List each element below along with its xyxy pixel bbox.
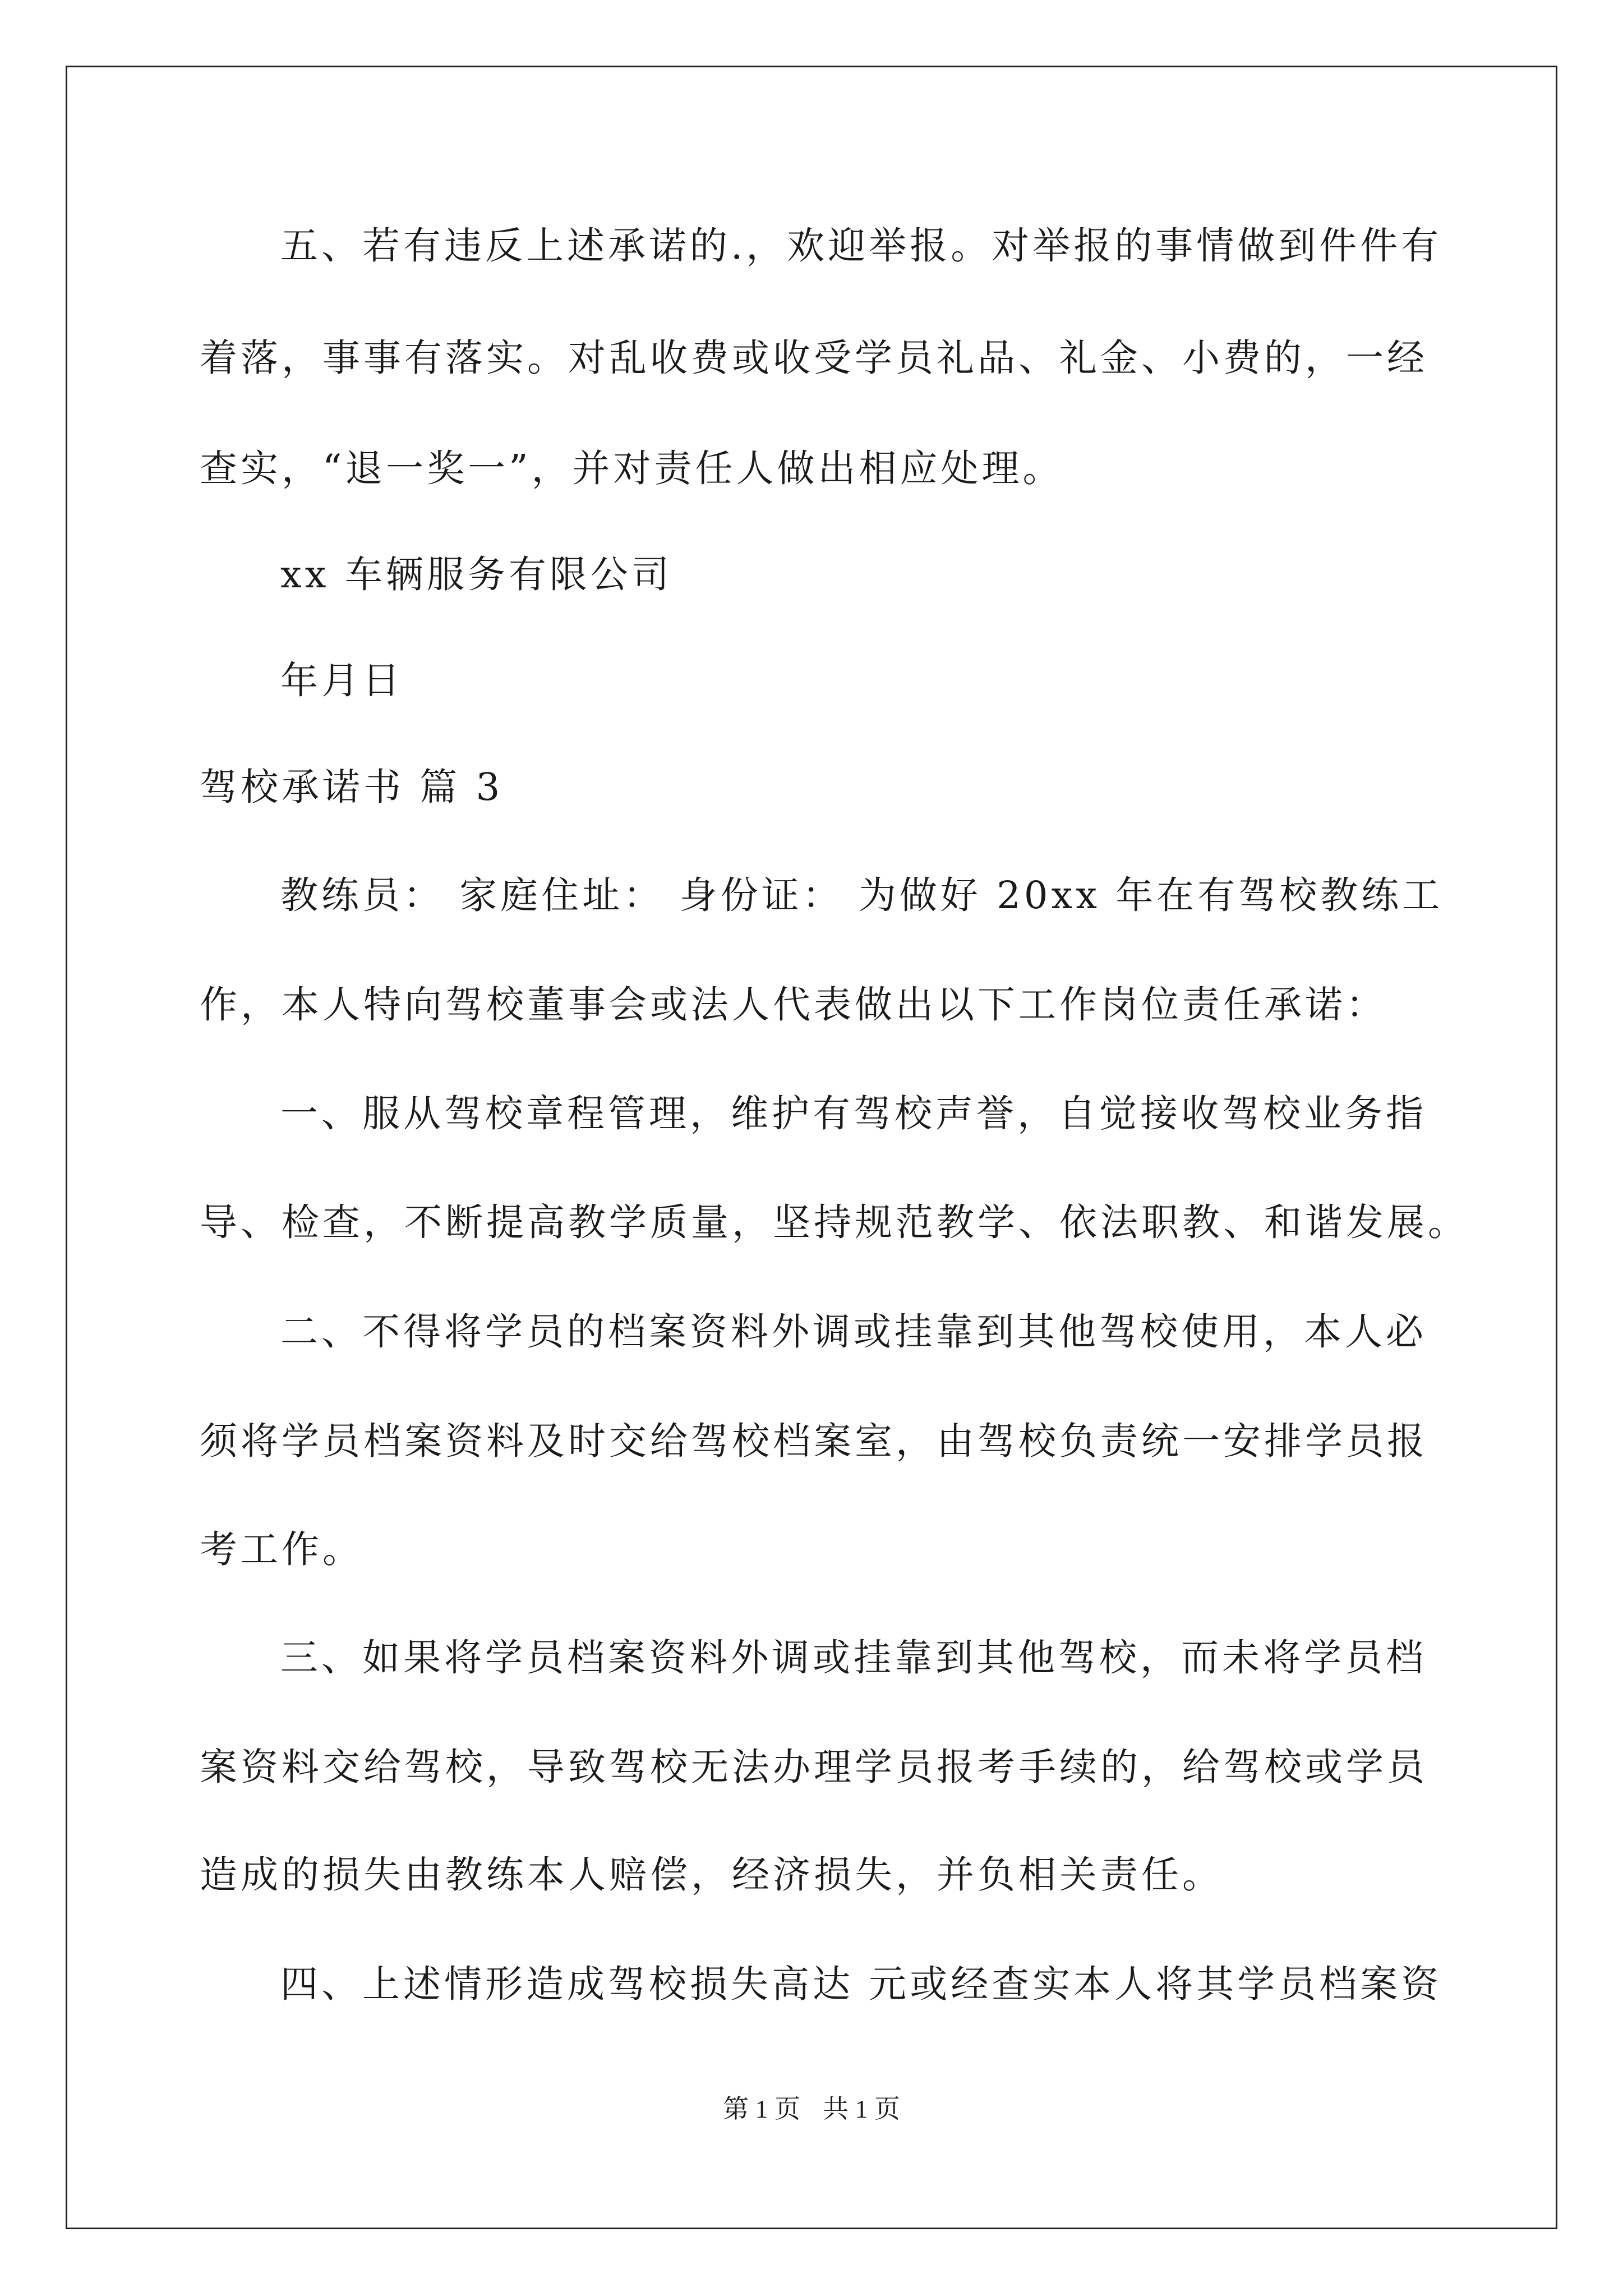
section-heading: 驾校承诺书 篇 3 [200, 765, 504, 809]
text-line: 着落，事事有落实。对乱收费或收受学员礼品、礼金、小费的，一经 [200, 336, 1428, 380]
text-line: 导、检查，不断提高教学质量，坚持规范教学、依法职教、和谐发展。 [200, 1200, 1469, 1244]
text-line: 考工作。 [200, 1527, 363, 1571]
text-line: 案资料交给驾校，导致驾校无法办理学员报考手续的，给驾校或学员 [200, 1745, 1428, 1789]
text-line: 查实，“退一奖一”，并对责任人做出相应处理。 [200, 447, 1064, 490]
text-line: 三、如果将学员档案资料外调或挂靠到其他驾校，而未将学员档 [280, 1636, 1427, 1680]
text-line: 一、服从驾校章程管理，维护有驾校声誉，自觉接收驾校业务指 [280, 1092, 1427, 1135]
text-line: 年月日 [280, 659, 403, 702]
page-number: 第 1 页 [723, 2095, 800, 2123]
page-frame [66, 66, 1557, 2229]
text-line: xx 车辆服务有限公司 [280, 553, 672, 596]
text-line: 教练员： 家庭住址： 身份证： 为做好 20xx 年在有驾校教练工 [280, 873, 1444, 917]
page-count: 共 1 页 [823, 2095, 900, 2123]
text-line: 四、上述情形造成驾校损失高达 元或经查实本人将其学员档案资 [280, 1962, 1442, 2006]
page-footer [0, 2092, 1623, 2126]
text-line: 二、不得将学员的档案资料外调或挂靠到其他驾校使用，本人必 [280, 1310, 1427, 1354]
text-line: 作，本人特向驾校董事会或法人代表做出以下工作岗位责任承诺： [200, 983, 1387, 1027]
text-line: 须将学员档案资料及时交给驾校档案室，由驾校负责统一安排学员报 [200, 1419, 1428, 1463]
text-line: 造成的损失由教练本人赔偿，经济损失，并负相关责任。 [200, 1853, 1223, 1897]
text-line: 五、若有违反上述承诺的.，欢迎举报。对举报的事情做到件件有 [280, 224, 1442, 268]
